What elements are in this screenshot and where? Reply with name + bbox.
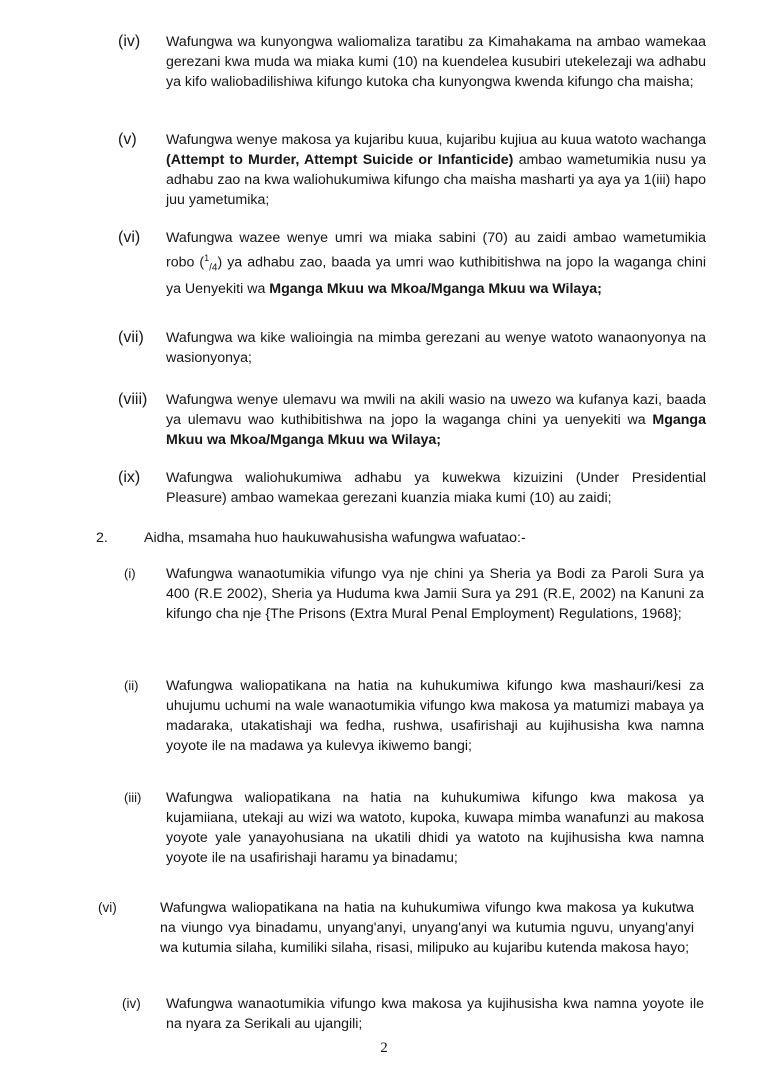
item-text: Wafungwa wa kunyongwa waliomaliza taratibu za Kimahakama na ambao wamekaa gerezani kwa muda wa miaka kumi (10) na kuendelea kusubiri utekelezaji wa adhabu ya kifo waliobadilishiwa kifungo kutoka cha kunyongwa kwenda kifungo cha maisha; [166, 34, 706, 90]
item-text: Wafungwa wenye ulemavu wa mwili na akili wasio na uwezo wa kufanya kazi, baada ya ulemavu wao kuthibitishwa na jopo la waganga chini ya uenyekiti wa Mganga Mkuu wa Mkoa/Mganga Mkuu wa Wilaya; [166, 392, 706, 448]
bold-text: Mganga Mkuu wa Mkoa/Mganga Mkuu wa Wilaya; [269, 280, 602, 297]
fraction-denominator: /4 [209, 262, 218, 274]
item-text: Wafungwa wenye makosa ya kujaribu kuua, kujaribu kujiua au kuua watoto wachanga (Attempt to Murder, Attempt Suicide or Infanticide) ambao wametumikia nusu ya adhabu zao na kwa waliohukumiwa kifungo cha maisha masharti ya aya ya 1(iii) hapo juu yametumika; [166, 132, 707, 208]
item-number: (vii) [118, 329, 144, 346]
item-number: (viii) [118, 391, 148, 408]
item-number: (ii) [124, 678, 139, 693]
section-number: 2. [96, 530, 108, 546]
item-number: (iii) [124, 790, 142, 805]
item-text: Wafungwa wanaotumikia vifungo kwa makosa ya kujihusisha kwa namna yoyote ile na nyara za Serikali au ujangili; [166, 996, 704, 1032]
item-number: (vi) [98, 900, 117, 915]
bold-text: Mganga Mkuu wa Mkoa/Mganga Mkuu wa Wilaya; [166, 412, 706, 448]
section-text: Aidha, msamaha huo haukuwahusisha wafungwa wafuatao:- [144, 530, 526, 546]
item-number: (v) [118, 131, 137, 148]
item-text: Wafungwa wa kike walioingia na mimba gerezani au wenye watoto wanaonyonya na wasionyonya; [166, 330, 706, 366]
fraction-numerator: 1 [204, 253, 210, 263]
item-text: Wafungwa waliopatikana na hatia na kuhukumiwa vifungo kwa makosa ya kukutwa na viungo vya binadamu, unyang'anyi, unyang'anyi wa kutumia nguvu, unyang'anyi wa kutumia silaha, kumiliki silaha, risasi, milipuko au kujaribu kutenda makosa hayo; [160, 900, 694, 956]
item-text: Wafungwa waliohukumiwa adhabu ya kuwekwa kizuizini (Under Presidential Pleasure) ambao wamekaa gerezani kuanzia miaka kumi (10) au zaidi; [166, 470, 706, 506]
item-text: Wafungwa waliopatikana na hatia na kuhukumiwa kifungo kwa makosa ya kujamiiana, utekaji au wizi wa watoto, kupoka, kuwapa mimba wanafunzi au makosa yoyote yale yanayohusiana na ukatili dhidi ya watoto na kujihusisha kwa namna yoyote ile na usafirishaji haramu ya binadamu; [166, 790, 704, 866]
item-number: (iv) [122, 996, 141, 1011]
item-text: Wafungwa waliopatikana na hatia na kuhukumiwa kifungo kwa mashauri/kesi za uhujumu uchumi na wale wanaotumikia vifungo kwa makosa ya matumizi mabaya ya madaraka, utakatishaji wa fedha, rushwa, usafirishaji au kujihusisha kwa namna yoyote ile na madawa ya kulevya ikiwemo bangi; [166, 678, 704, 754]
page-number: 2 [380, 1040, 388, 1056]
bold-text: (Attempt to Murder, Attempt Suicide or Infanticide) [166, 152, 514, 168]
item-text: Wafungwa wanaotumikia vifungo vya nje chini ya Sheria ya Bodi za Paroli Sura ya 400 (R.E 2002), Sheria ya Huduma kwa Jamii Sura ya 291 (R.E, 2002) na Kanuni za kifungo cha nje {The Prisons (Extra Mural Penal Employment) Regulations, 1968}; [166, 566, 704, 622]
item-number: (iv) [118, 33, 141, 50]
item-text: Wafungwa wazee wenye umri wa miaka sabini (70) au zaidi ambao wametumikia robo ($^1_{/4}$) ya adhabu zao, baada ya umri wao kuthibitishwa na jopo la waganga chini ya Uenyekiti wa Mganga Mkuu wa Mkoa/Mganga Mkuu wa Wilaya; [166, 230, 707, 297]
item-number: (vi) [118, 229, 141, 246]
item-number: (i) [124, 566, 136, 581]
item-number: (ix) [118, 469, 141, 486]
